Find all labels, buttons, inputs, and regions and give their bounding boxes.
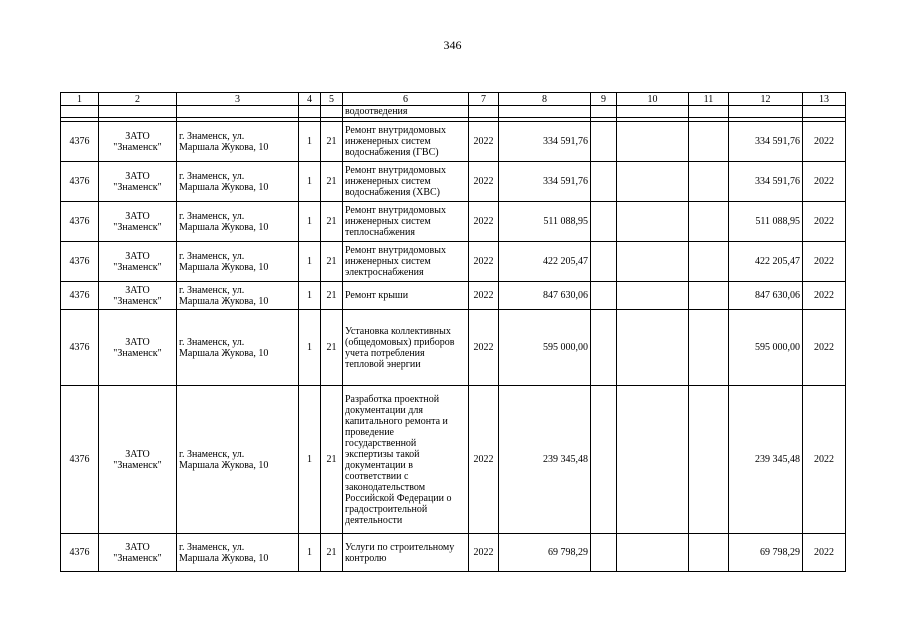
col-5-value: 21 xyxy=(321,162,343,202)
address-line: Маршала Жукова, 10 xyxy=(179,552,269,564)
municipality-line: ЗАТО xyxy=(125,250,150,262)
address-line: Маршала Жукова, 10 xyxy=(179,221,269,233)
municipality-line: "Знаменск" xyxy=(113,221,162,233)
col-10-value xyxy=(617,310,689,386)
municipality-line: ЗАТО xyxy=(125,448,150,460)
col-9-value xyxy=(591,242,617,282)
cost: 595 000,00 xyxy=(499,310,591,386)
municipality xyxy=(99,242,177,282)
total-cost: 847 630,06 xyxy=(729,282,803,310)
col-4-value: 1 xyxy=(299,242,321,282)
col-4-value: 1 xyxy=(299,310,321,386)
col-header: 9 xyxy=(591,93,617,106)
year: 2022 xyxy=(469,534,499,572)
table-row xyxy=(61,202,846,242)
address-line: г. Знаменск, ул. xyxy=(179,250,245,262)
header-row xyxy=(61,93,846,106)
municipality xyxy=(99,122,177,162)
total-cost: 239 345,48 xyxy=(729,386,803,534)
municipality-line: "Знаменск" xyxy=(113,141,162,153)
address xyxy=(177,386,299,534)
object-id: 4376 xyxy=(61,202,99,242)
col-header: 3 xyxy=(177,93,299,106)
address-line: г. Знаменск, ул. xyxy=(179,448,245,460)
year: 2022 xyxy=(469,310,499,386)
col-9-value xyxy=(591,202,617,242)
municipality xyxy=(99,310,177,386)
col-11-value xyxy=(689,242,729,282)
work-type: Ремонт внутридомовых инженерных систем водоснабжения (ГВС) xyxy=(343,122,469,162)
col-5-value: 21 xyxy=(321,282,343,310)
address xyxy=(177,162,299,202)
col-header: 2 xyxy=(99,93,177,106)
cost: 69 798,29 xyxy=(499,534,591,572)
page-number: 346 xyxy=(443,38,462,52)
completion-year: 2022 xyxy=(803,242,846,282)
col-9-value xyxy=(591,310,617,386)
col-11-value xyxy=(689,202,729,242)
table-row xyxy=(61,242,846,282)
table-row xyxy=(61,386,846,534)
col-9-value xyxy=(591,282,617,310)
municipality-line: "Знаменск" xyxy=(113,459,162,471)
municipality-line: "Знаменск" xyxy=(113,347,162,359)
total-cost: 422 205,47 xyxy=(729,242,803,282)
cost: 334 591,76 xyxy=(499,122,591,162)
work-type: Услуги по строительному контролю xyxy=(343,534,469,572)
object-id: 4376 xyxy=(61,534,99,572)
col-header: 12 xyxy=(729,93,803,106)
program-table xyxy=(60,92,846,572)
col-header: 13 xyxy=(803,93,846,106)
col-header: 1 xyxy=(61,93,99,106)
col-header: 6 xyxy=(343,93,469,106)
table-row xyxy=(61,282,846,310)
completion-year: 2022 xyxy=(803,122,846,162)
col-11-value xyxy=(689,386,729,534)
col-10-value xyxy=(617,534,689,572)
municipality-line: "Знаменск" xyxy=(113,552,162,564)
completion-year: 2022 xyxy=(803,282,846,310)
work-type: Ремонт внутридомовых инженерных систем электроснабжения xyxy=(343,242,469,282)
col-9-value xyxy=(591,386,617,534)
municipality-line: ЗАТО xyxy=(125,210,150,222)
col-header: 11 xyxy=(689,93,729,106)
object-id: 4376 xyxy=(61,310,99,386)
municipality xyxy=(99,162,177,202)
address-line: Маршала Жукова, 10 xyxy=(179,295,269,307)
col-11-value xyxy=(689,310,729,386)
total-cost: 334 591,76 xyxy=(729,122,803,162)
municipality-line: ЗАТО xyxy=(125,284,150,296)
col-11-value xyxy=(689,122,729,162)
work-type: Установка коллективных (общедомовых) приборов учета потребления тепловой энергии xyxy=(343,310,469,386)
address xyxy=(177,122,299,162)
table-row xyxy=(61,122,846,162)
year: 2022 xyxy=(469,242,499,282)
total-cost: 595 000,00 xyxy=(729,310,803,386)
address-line: г. Знаменск, ул. xyxy=(179,170,245,182)
col-9-value xyxy=(591,534,617,572)
municipality-line: "Знаменск" xyxy=(113,181,162,193)
completion-year: 2022 xyxy=(803,386,846,534)
work-type: Ремонт внутридомовых инженерных систем теплоснабжения xyxy=(343,202,469,242)
address-line: Маршала Жукова, 10 xyxy=(179,141,269,153)
col-11-value xyxy=(689,534,729,572)
col-10-value xyxy=(617,162,689,202)
address xyxy=(177,534,299,572)
table-row xyxy=(61,534,846,572)
col-5-value: 21 xyxy=(321,242,343,282)
col-5-value: 21 xyxy=(321,534,343,572)
total-cost: 69 798,29 xyxy=(729,534,803,572)
municipality-line: ЗАТО xyxy=(125,170,150,182)
address-line: г. Знаменск, ул. xyxy=(179,336,245,348)
municipality-line: ЗАТО xyxy=(125,541,150,553)
col-4-value: 1 xyxy=(299,534,321,572)
col-header: 10 xyxy=(617,93,689,106)
municipality-line: ЗАТО xyxy=(125,130,150,142)
col-4-value: 1 xyxy=(299,282,321,310)
col-5-value: 21 xyxy=(321,122,343,162)
address-line: Маршала Жукова, 10 xyxy=(179,347,269,359)
table-row xyxy=(61,162,846,202)
col-5-value: 21 xyxy=(321,386,343,534)
address xyxy=(177,282,299,310)
completion-year: 2022 xyxy=(803,310,846,386)
address-line: Маршала Жукова, 10 xyxy=(179,261,269,273)
continuation-text: водоотведения xyxy=(343,106,469,118)
completion-year: 2022 xyxy=(803,162,846,202)
completion-year: 2022 xyxy=(803,202,846,242)
col-10-value xyxy=(617,282,689,310)
object-id: 4376 xyxy=(61,162,99,202)
year: 2022 xyxy=(469,282,499,310)
address-line: г. Знаменск, ул. xyxy=(179,541,245,553)
address-line: г. Знаменск, ул. xyxy=(179,130,245,142)
col-11-value xyxy=(689,162,729,202)
col-10-value xyxy=(617,386,689,534)
col-11-value xyxy=(689,282,729,310)
col-header: 4 xyxy=(299,93,321,106)
year: 2022 xyxy=(469,202,499,242)
object-id: 4376 xyxy=(61,122,99,162)
object-id: 4376 xyxy=(61,386,99,534)
cost: 511 088,95 xyxy=(499,202,591,242)
total-cost: 334 591,76 xyxy=(729,162,803,202)
col-header: 7 xyxy=(469,93,499,106)
cost: 334 591,76 xyxy=(499,162,591,202)
object-id: 4376 xyxy=(61,242,99,282)
address-line: г. Знаменск, ул. xyxy=(179,210,245,222)
municipality xyxy=(99,534,177,572)
address xyxy=(177,242,299,282)
municipality-line: "Знаменск" xyxy=(113,295,162,307)
address xyxy=(177,310,299,386)
table-row xyxy=(61,310,846,386)
col-10-value xyxy=(617,242,689,282)
completion-year: 2022 xyxy=(803,534,846,572)
cost: 847 630,06 xyxy=(499,282,591,310)
work-type: Ремонт внутридомовых инженерных систем водоснабжения (ХВС) xyxy=(343,162,469,202)
col-10-value xyxy=(617,122,689,162)
address-line: г. Знаменск, ул. xyxy=(179,284,245,296)
col-9-value xyxy=(591,162,617,202)
municipality xyxy=(99,386,177,534)
address xyxy=(177,202,299,242)
col-5-value: 21 xyxy=(321,202,343,242)
col-5-value: 21 xyxy=(321,310,343,386)
col-4-value: 1 xyxy=(299,122,321,162)
total-cost: 511 088,95 xyxy=(729,202,803,242)
municipality xyxy=(99,282,177,310)
col-header: 5 xyxy=(321,93,343,106)
col-4-value: 1 xyxy=(299,202,321,242)
cost: 422 205,47 xyxy=(499,242,591,282)
work-type: Ремонт крыши xyxy=(343,282,469,310)
object-id: 4376 xyxy=(61,282,99,310)
col-4-value: 1 xyxy=(299,162,321,202)
col-header: 8 xyxy=(499,93,591,106)
municipality xyxy=(99,202,177,242)
year: 2022 xyxy=(469,122,499,162)
address-line: Маршала Жукова, 10 xyxy=(179,459,269,471)
address-line: Маршала Жукова, 10 xyxy=(179,181,269,193)
continuation-row xyxy=(61,106,846,118)
year: 2022 xyxy=(469,162,499,202)
col-4-value: 1 xyxy=(299,386,321,534)
cost: 239 345,48 xyxy=(499,386,591,534)
work-type: Разработка проектной документации для капитального ремонта и проведение государственной экспертизы такой документации в соответствии с законодательством Российской Федерации о градостроительной деятельности xyxy=(343,386,469,534)
col-9-value xyxy=(591,122,617,162)
year: 2022 xyxy=(469,386,499,534)
municipality-line: ЗАТО xyxy=(125,336,150,348)
municipality-line: "Знаменск" xyxy=(113,261,162,273)
col-10-value xyxy=(617,202,689,242)
